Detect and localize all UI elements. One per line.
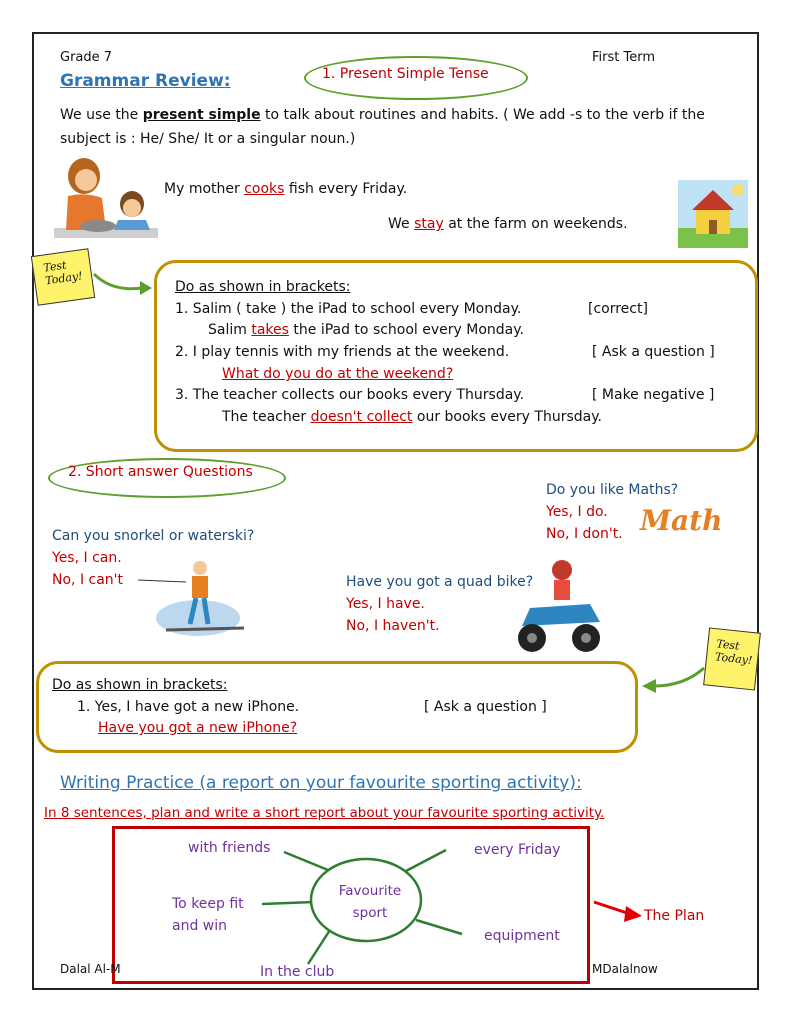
example-2-verb: stay [414, 216, 444, 232]
writing-title: Writing Practice (a report on your favourite sporting activity): [60, 773, 582, 793]
plan-arrow-icon [592, 898, 644, 922]
box2-heading: Do as shown in brackets: [52, 677, 228, 693]
spoke-with-friends: with friends [188, 840, 271, 856]
writing-instruction: In 8 sentences, plan and write a short report about your favourite sporting activity. [44, 805, 605, 821]
quad-no: No, I haven't. [346, 618, 440, 634]
box1-answer-2: What do you do at the weekend? [222, 366, 454, 382]
plan-label: The Plan [644, 908, 705, 924]
arrow-left-icon [640, 664, 706, 694]
box2-question-1-tag: [ Ask a question ] [424, 699, 547, 715]
grade-label: Grade 7 [60, 50, 113, 65]
footer-right: MDalalnow [592, 962, 658, 976]
waterski-illustration [136, 556, 250, 642]
maths-yes: Yes, I do. [546, 504, 608, 520]
box1-question-2-tag: [ Ask a question ] [592, 344, 715, 360]
maths-no: No, I don't. [546, 526, 623, 542]
section2-title: 2. Short answer Questions [68, 464, 253, 480]
box1-question-3: 3. The teacher collects our books every Thursday. [175, 387, 525, 403]
box2-answer-1: Have you got a new iPhone? [98, 720, 298, 736]
footer-left: Dalal Al-M [60, 962, 121, 976]
quad-yes: Yes, I have. [346, 596, 425, 612]
spoke-in-the-club: In the club [260, 964, 335, 980]
quad-bike-illustration [510, 558, 608, 658]
box2-question-1: 1. Yes, I have got a new iPhone. [77, 699, 300, 715]
example-1: My mother cooks fish every Friday. [164, 181, 408, 197]
spoke-equipment: equipment [484, 928, 560, 944]
box1-question-2: 2. I play tennis with my friends at the weekend. [175, 344, 510, 360]
term-label: First Term [592, 50, 656, 65]
snorkel-no: No, I can't [52, 572, 124, 588]
mind-map-center: Favourite sport [338, 883, 402, 921]
box1-question-1-tag: [correct] [588, 301, 648, 317]
maths-logo: Math [640, 504, 723, 537]
cooking-illustration [46, 146, 162, 246]
section1-title: 1. Present Simple Tense [322, 66, 489, 82]
box1-heading: Do as shown in brackets: [175, 279, 351, 295]
box1-answer-1: Salim takes the iPad to school every Monday. [208, 322, 524, 338]
example-1-verb: cooks [244, 181, 285, 197]
example-2: We stay at the farm on weekends. [388, 216, 628, 232]
intro-line2: subject is : He/ She/ It or a singular noun.) [60, 131, 356, 147]
maths-question: Do you like Maths? [546, 482, 679, 498]
snorkel-yes: Yes, I can. [52, 550, 122, 566]
spoke-and-win: and win [172, 918, 228, 934]
snorkel-question: Can you snorkel or waterski? [52, 528, 255, 544]
intro-keyword: present simple [142, 107, 261, 123]
spoke-keep-fit: To keep fit [172, 896, 244, 912]
quad-question: Have you got a quad bike? [346, 574, 534, 590]
test-today-note-1: Test Today! [31, 248, 95, 306]
spoke-every-friday: every Friday [474, 842, 561, 858]
box1-question-1: 1. Salim ( take ) the iPad to school every Monday. [175, 301, 522, 317]
box1-question-3-tag: [ Make negative ] [592, 387, 715, 403]
arrow-right-icon [92, 270, 156, 300]
intro-line1: We use the present simple to talk about routines and habits. ( We add -s to the verb if the [60, 107, 705, 123]
page-title: Grammar Review: [60, 71, 231, 91]
box1-answer-3: The teacher doesn't collect our books every Thursday. [222, 409, 602, 425]
farm-house-illustration [678, 180, 748, 248]
test-today-note-2: Test Today! [703, 627, 761, 690]
